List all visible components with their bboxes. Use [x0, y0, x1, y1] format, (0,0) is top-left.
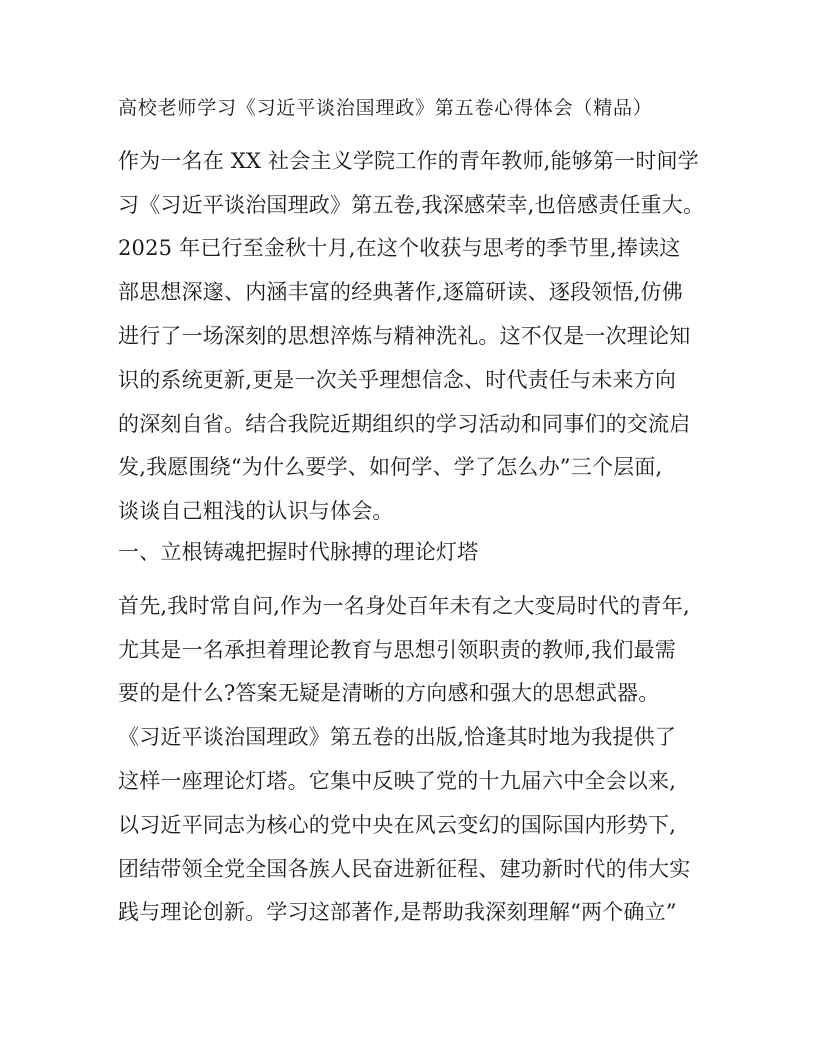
intro-line: 部思想深邃、内涵丰富的经典著作,逐篇研读、逐段领悟,仿佛: [118, 280, 683, 304]
section-heading: 一、立根铸魂把握时代脉搏的理论灯塔: [118, 540, 479, 564]
intro-line: 识的系统更新,更是一次关乎理想信念、时代责任与未来方向: [118, 368, 677, 392]
section-line: 《习近平谈治国理政》第五卷的出版,恰逢其时地为我提供了: [118, 725, 677, 749]
intro-line: 2025 年已行至金秋十月,在这个收获与思考的季节里,捧读这: [118, 236, 681, 260]
section-line: 首先,我时常自问,作为一名身处百年未有之大变局时代的青年,: [118, 594, 690, 618]
section-line: 尤其是一名承担着理论教育与思想引领职责的教师,我们最需: [118, 638, 677, 662]
document-title: 高校老师学习《习近平谈治国理政》第五卷心得体会（精品）: [118, 97, 653, 119]
intro-line: 作为一名在 XX 社会主义学院工作的青年教师,能够第一时间学: [118, 149, 699, 173]
intro-line: 谈谈自己粗浅的认识与体会。: [118, 499, 394, 523]
intro-line: 发,我愿围绕“为什么要学、如何学、学了怎么办”三个层面,: [118, 455, 663, 479]
intro-line: 习《习近平谈治国理政》第五卷,我深感荣幸,也倍感责任重大。: [118, 193, 705, 217]
intro-line: 的深刻自省。结合我院近期组织的学习活动和同事们的交流启: [118, 412, 691, 436]
section-line: 这样一座理论灯塔。它集中反映了党的十九届六中全会以来,: [118, 769, 677, 793]
intro-line: 进行了一场深刻的思想淬炼与精神洗礼。这不仅是一次理论知: [118, 324, 691, 348]
section-line: 要的是什么?答案无疑是清晰的方向感和强大的思想武器。: [118, 681, 660, 705]
section-line: 践与理论创新。学习这部著作,是帮助我深刻理解“两个确立”: [118, 900, 677, 924]
section-line: 以习近平同志为核心的党中央在风云变幻的国际国内形势下,: [118, 813, 677, 837]
section-line: 团结带领全党全国各族人民奋进新征程、建功新时代的伟大实: [118, 857, 691, 881]
